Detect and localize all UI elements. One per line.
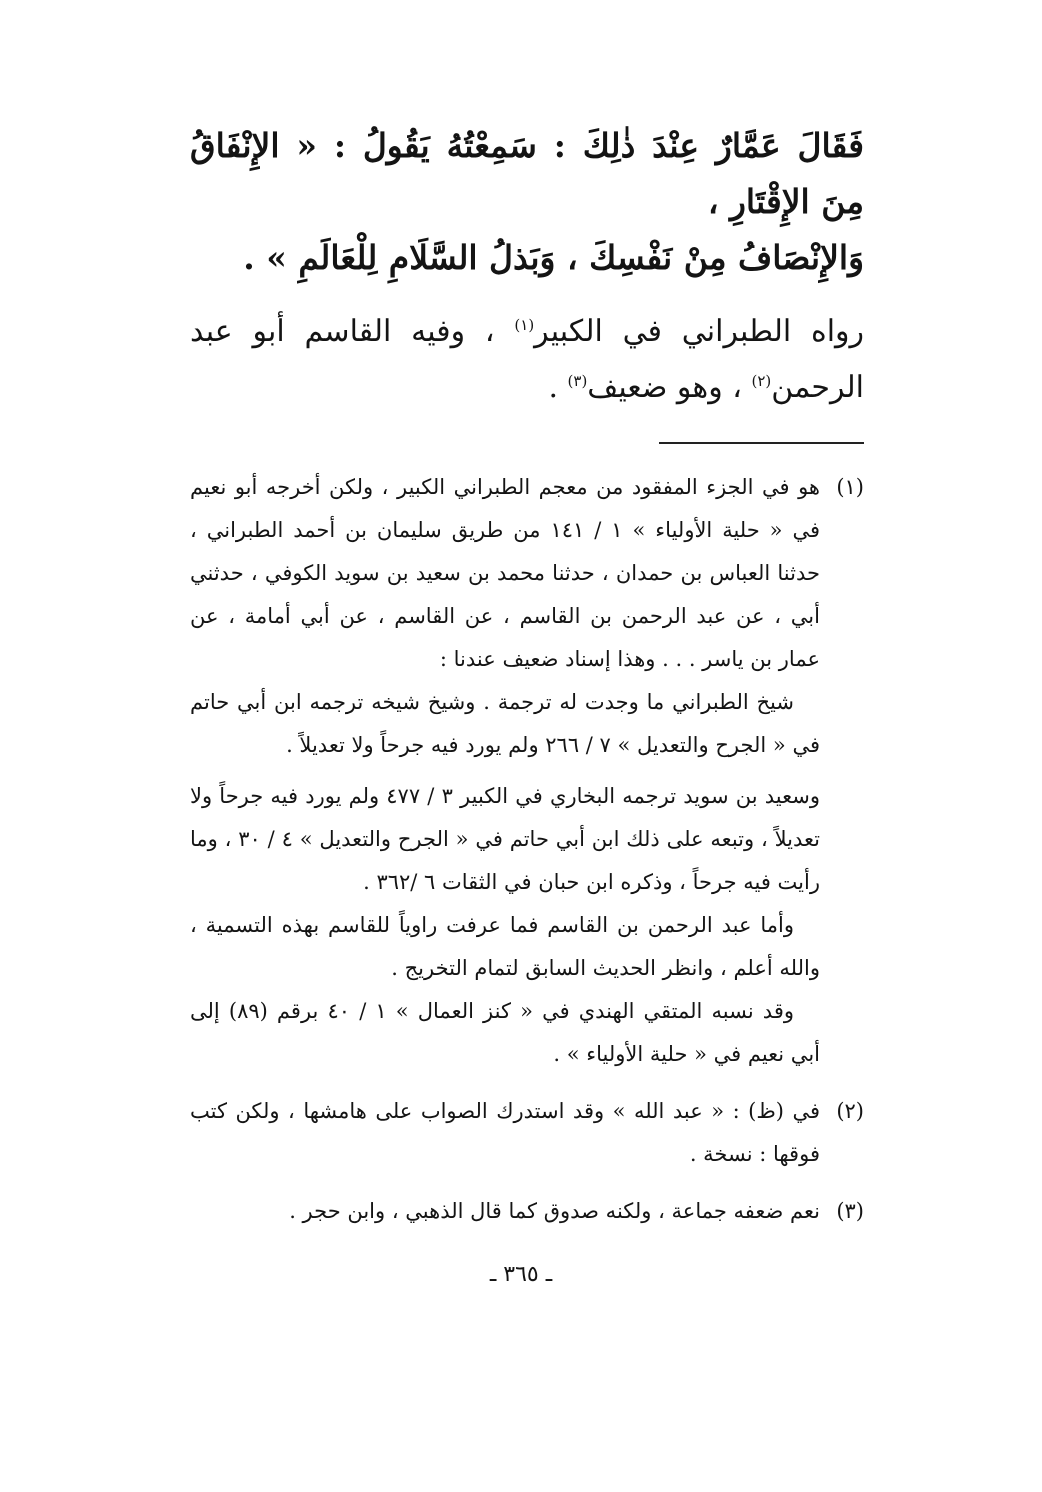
footnote-3 xyxy=(190,1190,864,1233)
footnote-ref-1[interactable]: (١) xyxy=(514,316,535,334)
footnote-body xyxy=(190,466,820,1076)
narration-part-3: ، وهو ضعيف xyxy=(587,370,752,405)
footnote-ref-3[interactable]: (٣) xyxy=(567,372,588,390)
footnote-body xyxy=(190,1190,820,1233)
page-content xyxy=(190,118,864,1247)
footnote-paragraph: وأما عبد الرحمن بن القاسم فما عرفت راوياً للقاسم بهذه التسمية ، والله أعلم ، وانظر الحديث السابق لتمام التخريج . xyxy=(190,913,820,980)
footnote-paragraph: شيخ الطبراني ما وجدت له ترجمة . وشيخ شيخه ترجمه ابن أبي حاتم في « الجرح والتعديل » ٧ / ٢٦٦ ولم يورد فيه جرحاً ولا تعديلاً . xyxy=(190,690,820,757)
footnote-paragraph: نعم ضعفه جماعة ، ولكنه صدوق كما قال الذهبي ، وابن حجر . xyxy=(289,1199,820,1223)
hadith-line-1: فَقَالَ عَمَّارٌ عِنْدَ ذٰلِكَ : سَمِعْتُهُ يَقُولُ : « الإِنْفَاقُ مِنَ الإِقْتَارِ ، xyxy=(190,126,864,221)
footnote-1 xyxy=(190,466,864,1076)
page-number: ـ ٣٦٥ ـ xyxy=(489,1262,553,1287)
hadith-text xyxy=(190,118,864,286)
narration-part-4: . xyxy=(548,370,568,405)
footnotes xyxy=(190,466,864,1233)
footnote-ref-2[interactable]: (٢) xyxy=(751,372,772,390)
narration-paragraph xyxy=(190,304,864,416)
footnote-paragraph: في (ظ) : « عبد الله » وقد استدرك الصواب على هامشها ، ولكن كتب فوقها : نسخة . xyxy=(190,1099,820,1166)
footnote-separator xyxy=(659,442,864,444)
narration-text xyxy=(190,304,864,416)
footnote-number: (٢) xyxy=(836,1099,864,1123)
footnote-paragraph: هو في الجزء المفقود من معجم الطبراني الكبير ، ولكن أخرجه أبو نعيم في « حلية الأولياء » ١ / ١٤١ من طريق سليمان بن أحمد الطبراني ، حدثنا العباس بن حمدان ، حدثنا محمد بن سعيد بن سويد الكوفي ، حدثني أبي ، عن عبد الرحمن بن القاسم ، عن القاسم ، عن أبي أمامة ، عن عمار بن ياسر . . . وهذا إسناد ضعيف عندنا : xyxy=(190,475,821,671)
footnote-2 xyxy=(190,1090,864,1176)
hadith-line-2: وَالإِنْصَافُ مِنْ نَفْسِكَ ، وَبَذلُ السَّلَامِ لِلْعَالَمِ » . xyxy=(243,238,864,277)
narration-part-2: ، وفيه القاسم أبو عبد الرحمن xyxy=(190,314,864,405)
footnote-number: (٣) xyxy=(836,1199,864,1223)
footnote-paragraph: وسعيد بن سويد ترجمه البخاري في الكبير ٣ / ٤٧٧ ولم يورد فيه جرحاً ولا تعديلاً ، وتبعه على ذلك ابن أبي حاتم في « الجرح والتعديل » ٤ / ٣٠ ، وما رأيت فيه جرحاً ، وذكره ابن حبان في الثقات ٦ /٣٦٢ . xyxy=(190,784,820,894)
narration-part-1: رواه الطبراني في الكبير xyxy=(534,314,865,349)
footnote-paragraph: وقد نسبه المتقي الهندي في « كنز العمال » ١ / ٤٠ برقم (٨٩) إلى أبي نعيم في « حلية الأولياء » . xyxy=(190,999,820,1066)
footnote-number: (١) xyxy=(836,475,864,499)
footnote-body xyxy=(190,1090,820,1176)
